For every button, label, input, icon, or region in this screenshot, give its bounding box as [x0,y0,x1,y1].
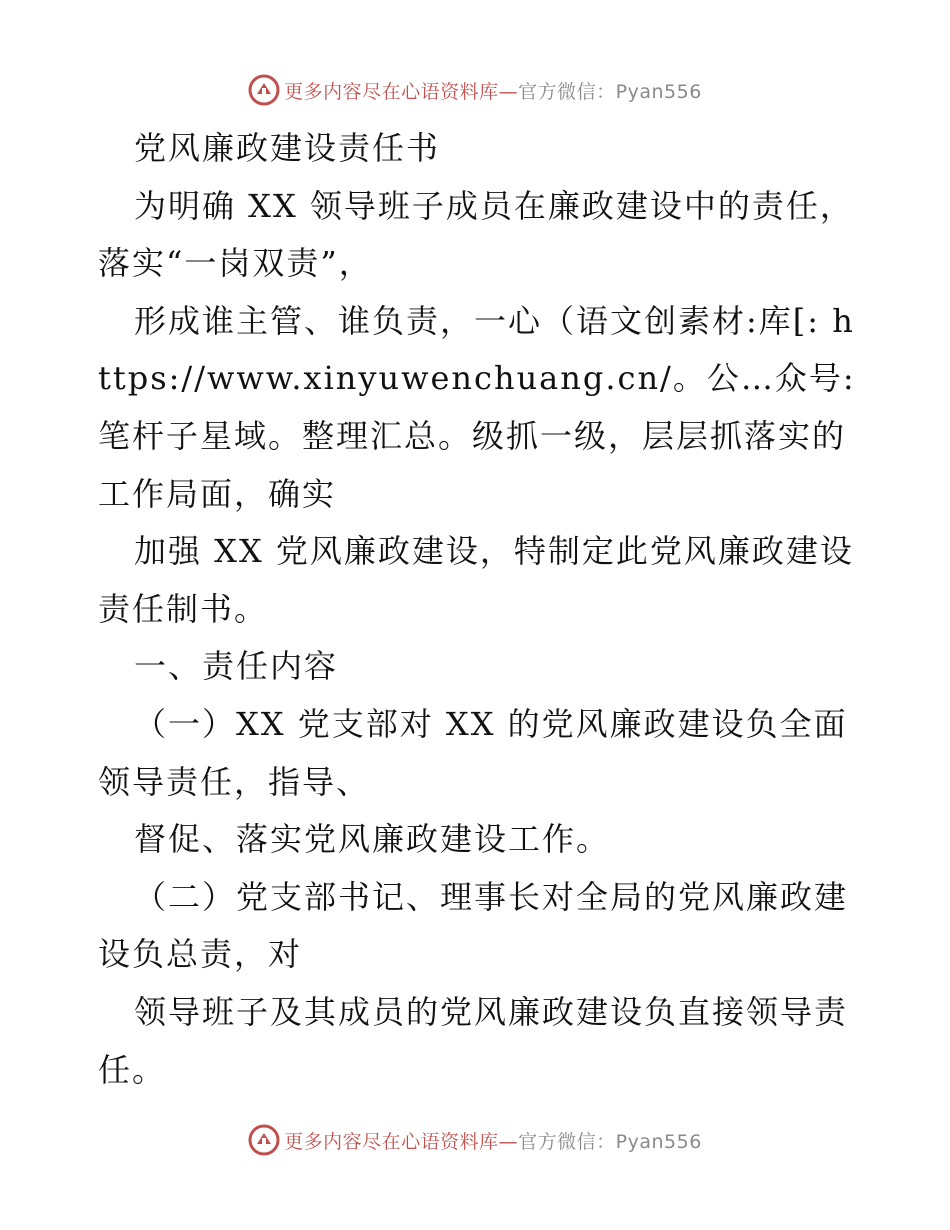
paragraph: 加强 XX 党风廉政建设，特制定此党风廉政建设责任制书。 [98,532,854,628]
logo-icon [248,74,280,106]
logo-icon [248,1124,280,1156]
banner-wechat: 官方微信：Pyan556 [518,80,702,103]
paragraph: 领导班子及其成员的党风廉政建设负直接领导责任。 [98,992,849,1089]
paragraph: （二）党支部书记、理事长对全局的党风廉政建设负总责，对 [98,877,849,974]
banner-wechat: 官方微信：Pyan556 [518,1130,702,1153]
paragraph: （一）XX 党支部对 XX 的党风廉政建设负全面领导责任，指导、 [98,704,848,801]
section-heading: 一、责任内容 [134,647,339,686]
banner-title: 更多内容尽在心语资料库— [284,1130,519,1153]
header-watermark-banner [0,70,950,110]
footer-watermark-banner [0,1120,950,1160]
document-body [98,120,868,1099]
paragraph: 形成谁主管、谁负责，一心（语文创素材:库[: https://www.xinyuwenchuang.cn/。公…众号: 笔杆子星域。整理汇总。级抓一级，层层抓落实的工作局面，确实 [98,301,868,513]
paragraph: 督促、落实党风廉政建设工作。 [134,820,611,859]
banner-title: 更多内容尽在心语资料库— [284,80,519,103]
paragraph: 为明确 XX 领导班子成员在廉政建设中的责任，落实“一岗双责”， [98,186,854,283]
document-title: 党风廉政建设责任书 [134,129,441,167]
